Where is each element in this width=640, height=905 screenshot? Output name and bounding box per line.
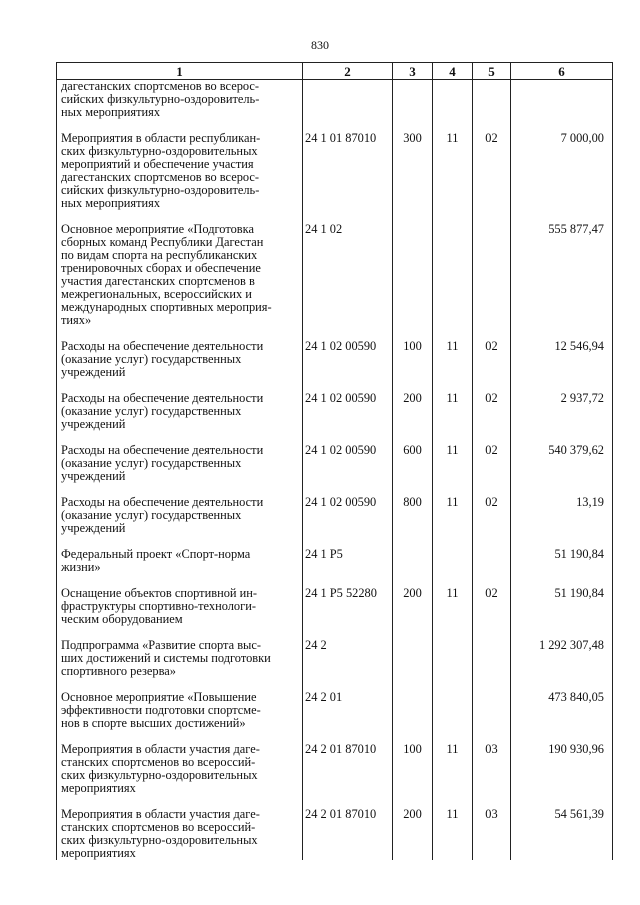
item-name-cell: Федеральный проект «Спорт-норма жизни» (57, 548, 303, 574)
spacer-cell (393, 678, 433, 691)
item-name-cell: Расходы на обеспечение деятельности (оказание услуг) государственных учреждений (57, 444, 303, 483)
table-row (57, 392, 613, 431)
section-cell: 11 (433, 444, 473, 483)
column-header: 4 (433, 63, 473, 80)
item-name-cell: Мероприятия в области участия даге- станских спортсменов во всероссий- ских физкультурно-оздоровительных мероприятиях (57, 808, 303, 860)
amount-cell (511, 80, 613, 120)
section-cell (433, 80, 473, 120)
section-cell: 11 (433, 340, 473, 379)
column-header: 1 (57, 63, 303, 80)
amount-cell: 555 877,47 (511, 223, 613, 327)
subsection-cell (473, 223, 511, 327)
amount-cell: 190 930,96 (511, 743, 613, 795)
target-code-cell: 24 1 02 00590 (303, 392, 393, 431)
column-header: 2 (303, 63, 393, 80)
item-name-cell: Подпрограмма «Развитие спорта выс- ших достижений и системы подготовки спортивного резерва» (57, 639, 303, 678)
spacer-cell (473, 535, 511, 548)
amount-cell: 12 546,94 (511, 340, 613, 379)
table-body (57, 80, 613, 861)
subsection-cell: 03 (473, 743, 511, 795)
subsection-cell: 02 (473, 496, 511, 535)
expense-type-cell: 600 (393, 444, 433, 483)
section-cell (433, 548, 473, 574)
section-cell (433, 691, 473, 730)
table-row (57, 743, 613, 795)
amount-cell: 1 292 307,48 (511, 639, 613, 678)
expense-type-cell (393, 639, 433, 678)
expense-type-cell (393, 691, 433, 730)
subsection-cell: 02 (473, 444, 511, 483)
table-row (57, 691, 613, 730)
spacer-cell (473, 626, 511, 639)
target-code-cell: 24 1 01 87010 (303, 132, 393, 210)
table-row (57, 548, 613, 574)
table-row (57, 587, 613, 626)
section-cell: 11 (433, 587, 473, 626)
section-cell: 11 (433, 808, 473, 860)
target-code-cell: 24 1 02 00590 (303, 340, 393, 379)
expense-type-cell (393, 548, 433, 574)
amount-cell: 51 190,84 (511, 587, 613, 626)
section-cell: 11 (433, 743, 473, 795)
target-code-cell: 24 1 02 (303, 223, 393, 327)
item-name-cell: Расходы на обеспечение деятельности (оказание услуг) государственных учреждений (57, 340, 303, 379)
expense-type-cell: 100 (393, 743, 433, 795)
section-cell: 11 (433, 392, 473, 431)
target-code-cell: 24 2 01 87010 (303, 743, 393, 795)
expense-type-cell (393, 80, 433, 120)
target-code-cell: 24 1 P5 (303, 548, 393, 574)
subsection-cell (473, 548, 511, 574)
expense-type-cell (393, 223, 433, 327)
amount-cell: 473 840,05 (511, 691, 613, 730)
item-name-cell: Расходы на обеспечение деятельности (оказание услуг) государственных учреждений (57, 392, 303, 431)
item-name-cell: Мероприятия в области участия даге- станских спортсменов во всероссий- ских физкультурно-оздоровительных мероприятиях (57, 743, 303, 795)
amount-cell: 51 190,84 (511, 548, 613, 574)
table-row (57, 340, 613, 379)
column-header: 5 (473, 63, 511, 80)
table-row (57, 132, 613, 210)
column-header: 6 (511, 63, 613, 80)
item-name-cell: Оснащение объектов спортивной ин- фраструктуры спортивно-технологи- ческим оборудованием (57, 587, 303, 626)
spacer-cell (433, 626, 473, 639)
target-code-cell: 24 2 (303, 639, 393, 678)
target-code-cell: 24 1 02 00590 (303, 496, 393, 535)
subsection-cell (473, 639, 511, 678)
item-name-cell: Расходы на обеспечение деятельности (оказание услуг) государственных учреждений (57, 496, 303, 535)
table-row (57, 80, 613, 120)
target-code-cell: 24 2 01 (303, 691, 393, 730)
item-name-cell: Основное мероприятие «Повышение эффективности подготовки спортсме- нов в спорте высших достижений» (57, 691, 303, 730)
section-cell (433, 223, 473, 327)
subsection-cell (473, 80, 511, 120)
table-row (57, 496, 613, 535)
spacer-cell (393, 626, 433, 639)
spacer-cell (433, 535, 473, 548)
amount-cell: 540 379,62 (511, 444, 613, 483)
expense-type-cell: 800 (393, 496, 433, 535)
spacer-cell (393, 535, 433, 548)
expense-type-cell: 100 (393, 340, 433, 379)
subsection-cell: 03 (473, 808, 511, 860)
target-code-cell: 24 1 02 00590 (303, 444, 393, 483)
column-header: 3 (393, 63, 433, 80)
subsection-cell (473, 691, 511, 730)
table-row (57, 223, 613, 327)
section-cell: 11 (433, 496, 473, 535)
spacer-cell (433, 210, 473, 223)
section-cell (433, 639, 473, 678)
amount-cell: 13,19 (511, 496, 613, 535)
spacer-cell (473, 678, 511, 691)
subsection-cell: 02 (473, 392, 511, 431)
expense-type-cell: 200 (393, 587, 433, 626)
target-code-cell: 24 1 P5 52280 (303, 587, 393, 626)
expense-type-cell: 200 (393, 392, 433, 431)
table-header-row (57, 63, 613, 80)
item-name-cell: Основное мероприятие «Подготовка сборных команд Республики Дагестан по видам спорта на республиканских тренировочных сборах и обеспечение участия дагестанских спортсменов в межрегиональных, всероссийских и международных спортивных мероприя- тиях» (57, 223, 303, 327)
amount-cell: 2 937,72 (511, 392, 613, 431)
table-row (57, 639, 613, 678)
expense-type-cell: 200 (393, 808, 433, 860)
spacer-cell (393, 210, 433, 223)
expense-type-cell: 300 (393, 132, 433, 210)
subsection-cell: 02 (473, 132, 511, 210)
amount-cell: 54 561,39 (511, 808, 613, 860)
spacer-cell (433, 678, 473, 691)
target-code-cell (303, 80, 393, 120)
page-number: 830 (311, 38, 329, 52)
subsection-cell: 02 (473, 587, 511, 626)
table-row (57, 808, 613, 860)
item-name-cell: Мероприятия в области республикан- ских физкультурно-оздоровительных мероприятий и обеспечение участия дагестанских спортсменов во всерос- сийских физкультурно-оздоровитель- ных мероприятиях (57, 132, 303, 210)
budget-table (56, 62, 613, 860)
spacer-cell (473, 210, 511, 223)
section-cell: 11 (433, 132, 473, 210)
amount-cell: 7 000,00 (511, 132, 613, 210)
target-code-cell: 24 2 01 87010 (303, 808, 393, 860)
table-row (57, 444, 613, 483)
subsection-cell: 02 (473, 340, 511, 379)
item-name-cell: дагестанских спортсменов во всерос- сийских физкультурно-оздоровитель- ных мероприятиях (57, 80, 303, 120)
